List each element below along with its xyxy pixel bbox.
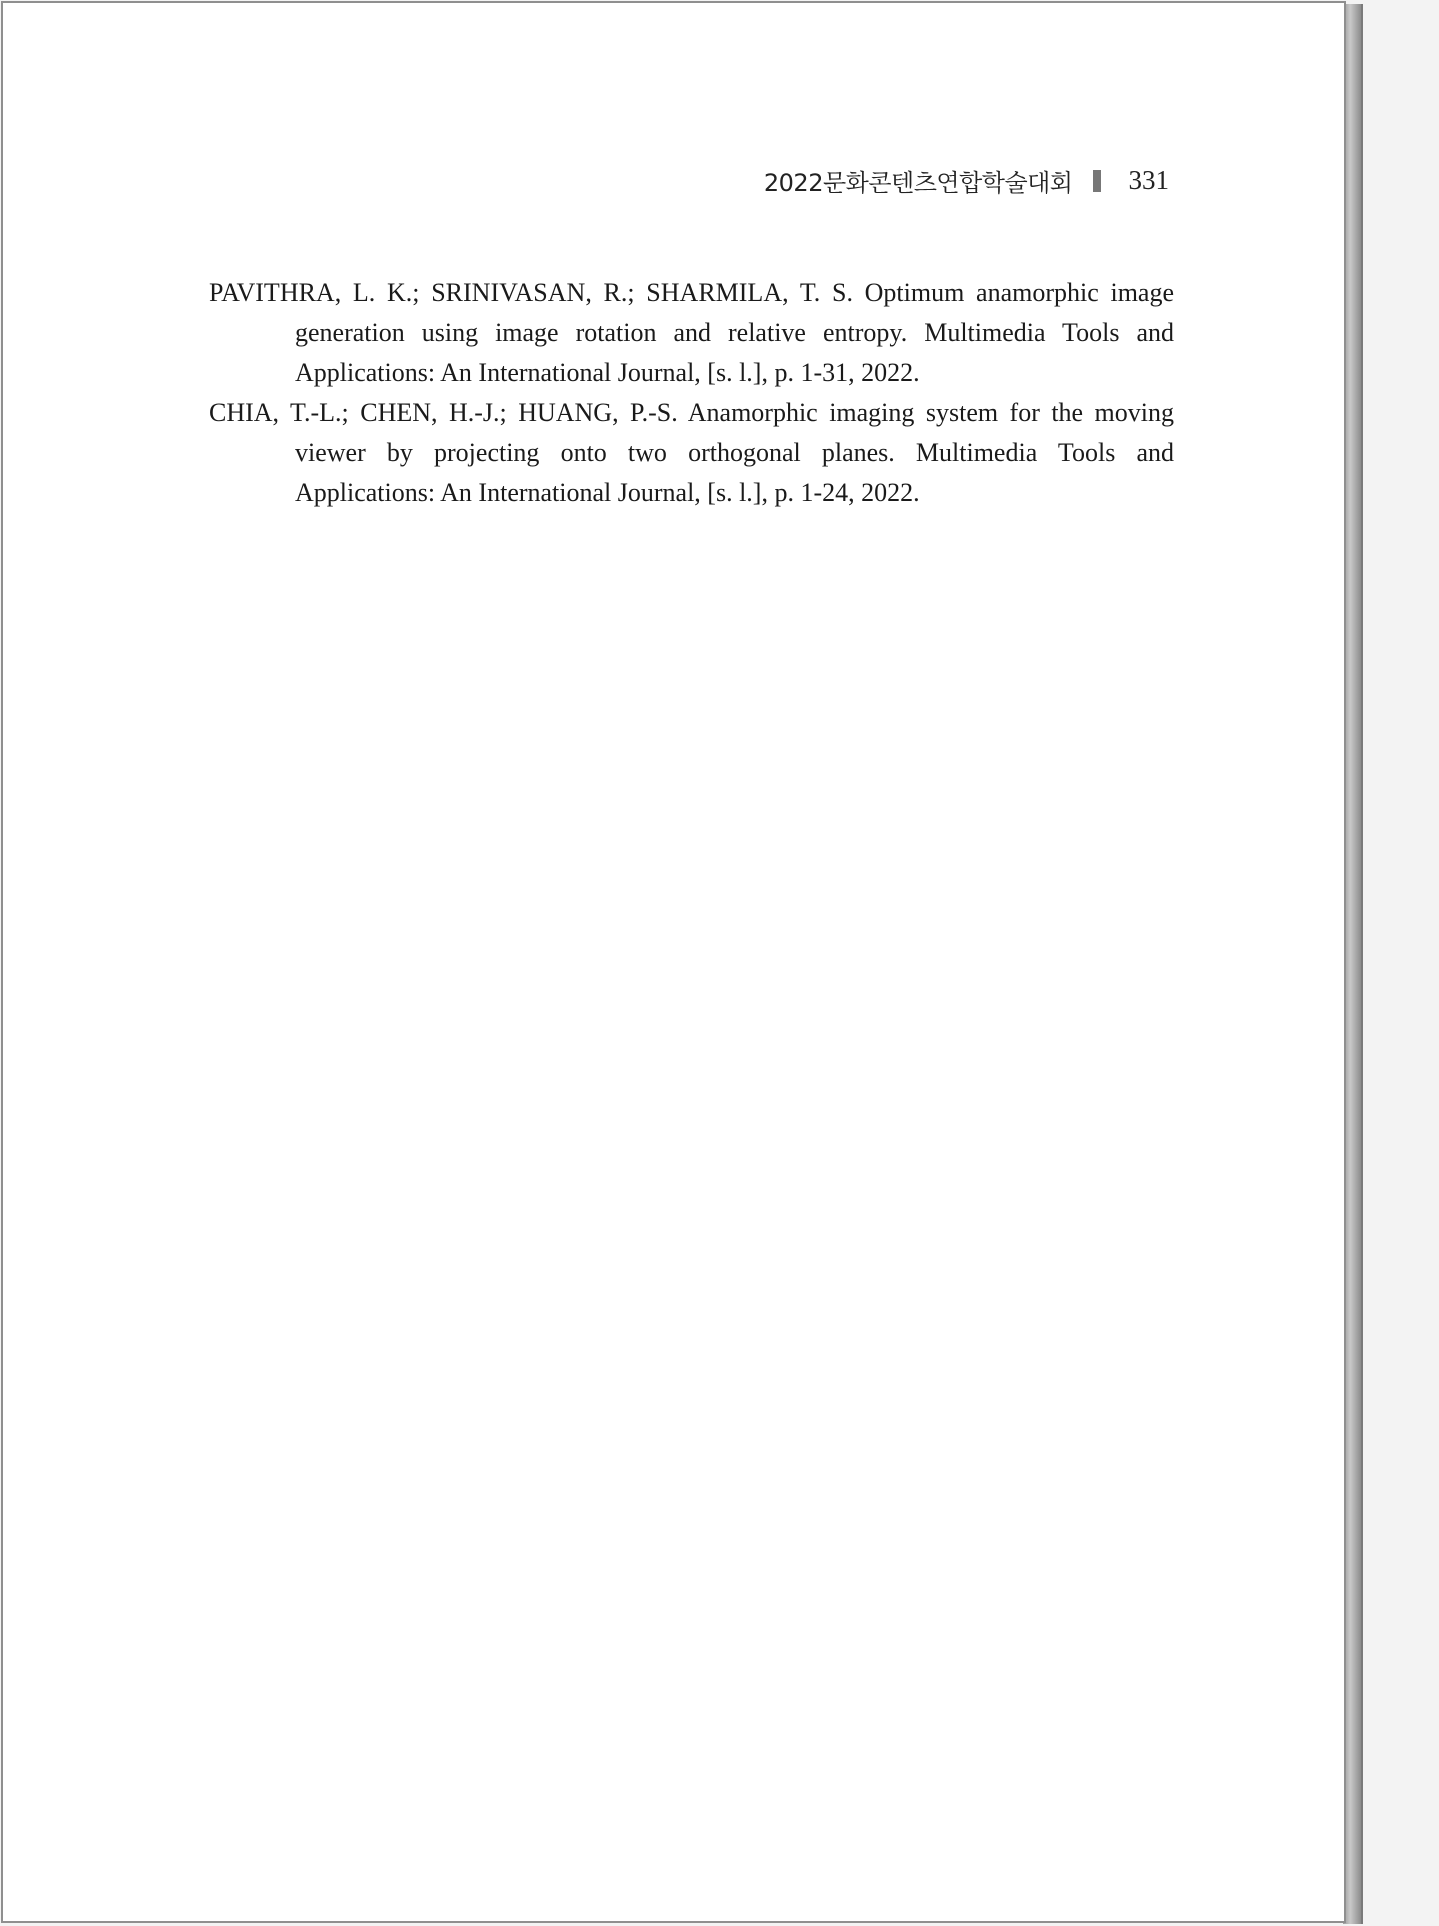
header-separator <box>1093 170 1101 192</box>
page-number: 331 <box>1128 165 1169 195</box>
conference-title: 2022문화콘텐츠연합학술대회 <box>763 169 1073 197</box>
page-edge-shadow <box>1343 4 1363 1924</box>
reference-entry: PAVITHRA, L. K.; SRINIVASAN, R.; SHARMILA, T. S. Optimum anamorphic image generation using image rotation and relative entropy. Multimedia Tools and Applications: An International Journal, [s. l.], p. 1-31, 2022. <box>209 278 1174 387</box>
running-header <box>764 163 1169 198</box>
reference-list <box>209 273 1174 513</box>
reference-entry: CHIA, T.-L.; CHEN, H.-J.; HUANG, P.-S. Anamorphic imaging system for the moving viewer by projecting onto two orthogonal planes. Multimedia Tools and Applications: An International Journal, [s. l.], p. 1-24, 2022. <box>209 398 1174 507</box>
document-page <box>1 1 1346 1923</box>
